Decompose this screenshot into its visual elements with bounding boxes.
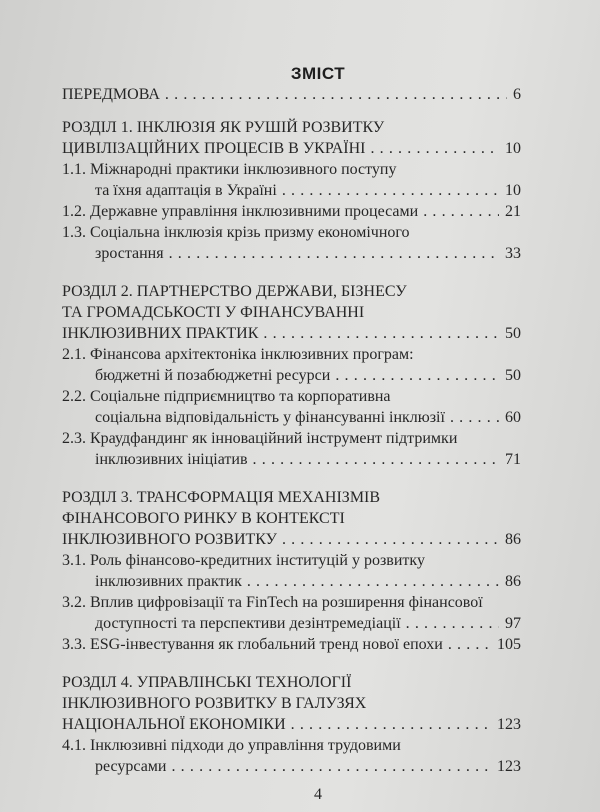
toc-entry-title: ЦИВІЛІЗАЦІЙНИХ ПРОЦЕСІВ В УКРАЇНІ	[62, 140, 366, 157]
dot-leader	[166, 756, 491, 777]
toc-line	[62, 449, 521, 470]
toc-page-number: 50	[505, 367, 521, 384]
toc-section	[62, 592, 521, 634]
toc-entry-title: НАЦІОНАЛЬНОЇ ЕКОНОМІКИ	[62, 716, 286, 733]
toc-page-number: 105	[497, 636, 521, 653]
toc-section	[62, 550, 521, 592]
dot-leader	[242, 571, 499, 592]
toc-line	[62, 592, 521, 613]
toc-line	[62, 180, 521, 201]
toc-page-number: 123	[497, 758, 521, 775]
toc-section	[62, 201, 521, 222]
toc-entry-title: 3.3. ESG-інвестування як глобальний тренд нової епохи	[62, 636, 443, 653]
toc-entry-title: 1.3. Соціальна інклюзія крізь призму економічного	[62, 224, 410, 241]
toc-line	[62, 508, 521, 529]
toc-entry-title: 1.2. Державне управління інклюзивними процесами	[62, 203, 419, 220]
toc-line	[62, 571, 521, 592]
dot-leader	[164, 243, 499, 264]
toc-page-number: 71	[505, 451, 521, 468]
toc-section	[62, 428, 521, 470]
toc-line	[62, 613, 521, 634]
toc-entry-title: РОЗДІЛ 4. УПРАВЛІНСЬКІ ТЕХНОЛОГІЇ	[62, 674, 352, 691]
toc-line	[62, 302, 521, 323]
toc-section	[62, 159, 521, 201]
toc-page-number: 10	[505, 140, 521, 157]
dot-leader	[286, 714, 491, 735]
toc-entry-title: 3.1. Роль фінансово-кредитних інституцій у розвитку	[62, 552, 425, 569]
toc-line	[62, 714, 521, 735]
toc-chapter	[62, 487, 521, 550]
toc-line	[62, 487, 521, 508]
toc-line	[62, 201, 521, 222]
dot-leader	[258, 323, 499, 344]
toc-entry-title: 2.2. Соціальне підприємництво та корпоративна	[62, 388, 391, 405]
table-of-contents	[62, 84, 521, 777]
toc-line	[62, 117, 521, 138]
toc-line	[62, 243, 521, 264]
toc-section	[62, 634, 521, 655]
toc-line	[62, 159, 521, 180]
toc-section	[62, 735, 521, 777]
toc-chapter	[62, 281, 521, 344]
toc-entry-title: ІНКЛЮЗИВНОГО РОЗВИТКУ В ГАЛУЗЯХ	[62, 695, 367, 712]
dot-leader	[248, 449, 499, 470]
toc-entry-title: 4.1. Інклюзивні підходи до управління трудовими	[62, 737, 401, 754]
toc-entry-title: 1.1. Міжнародні практики інклюзивного поступу	[62, 161, 397, 178]
dot-leader	[445, 407, 499, 428]
toc-line	[62, 693, 521, 714]
toc-page-number: 123	[497, 716, 521, 733]
toc-page-number: 86	[505, 531, 521, 548]
toc-line	[62, 529, 521, 550]
toc-entry-title: бюджетні й позабюджетні ресурси	[95, 367, 331, 384]
page-title: ЗМІСТ	[290, 64, 346, 83]
toc-entry-title: соціальна відповідальність у фінансуванні інклюзії	[95, 409, 445, 426]
toc-line	[62, 735, 521, 756]
toc-chapter	[62, 84, 521, 105]
toc-line	[62, 634, 521, 655]
toc-entry-title: 2.1. Фінансова архітектоніка інклюзивних програм:	[62, 346, 414, 363]
toc-page-number: 10	[505, 182, 521, 199]
toc-page-number: 97	[505, 615, 521, 632]
toc-line	[62, 323, 521, 344]
toc-entry-title: 2.3. Краудфандинг як інноваційний інструмент підтримки	[62, 430, 458, 447]
toc-line	[62, 672, 521, 693]
dot-leader	[418, 201, 499, 222]
toc-entry-title: ІНКЛЮЗИВНИХ ПРАКТИК	[62, 325, 259, 342]
dot-leader	[330, 365, 499, 386]
toc-entry-title: доступності та перспективи дезінтремедіації	[95, 615, 401, 632]
toc-line	[62, 344, 521, 365]
toc-page-number: 6	[513, 86, 521, 103]
toc-section	[62, 386, 521, 428]
toc-line	[62, 281, 521, 302]
toc-line	[62, 428, 521, 449]
toc-entry-title: ПЕРЕДМОВА	[62, 86, 160, 103]
dot-leader	[365, 138, 499, 159]
toc-entry-title: інклюзивних ініціатив	[95, 451, 248, 468]
toc-entry-title: РОЗДІЛ 2. ПАРТНЕРСТВО ДЕРЖАВИ, БІЗНЕСУ	[62, 283, 407, 300]
toc-section	[62, 222, 521, 264]
toc-entry-title: РОЗДІЛ 1. ІНКЛЮЗІЯ ЯК РУШІЙ РОЗВИТКУ	[62, 119, 385, 136]
toc-line	[62, 756, 521, 777]
toc-chapter	[62, 117, 521, 159]
toc-page-number: 86	[505, 573, 521, 590]
page-number: 4	[314, 786, 322, 803]
toc-entry-title: ТА ГРОМАДСЬКОСТІ У ФІНАНСУВАННІ	[62, 304, 365, 321]
dot-leader	[443, 634, 491, 655]
dot-leader	[160, 84, 507, 105]
toc-entry-title: інклюзивних практик	[95, 573, 242, 590]
toc-entry-title: ФІНАНСОВОГО РИНКУ В КОНТЕКСТІ	[62, 510, 345, 527]
toc-page-number: 50	[505, 325, 521, 342]
toc-line	[62, 84, 521, 105]
toc-entry-title: 3.2. Вплив цифровізації та FinTech на розширення фінансової	[62, 594, 483, 611]
dot-leader	[277, 529, 499, 550]
toc-chapter	[62, 672, 521, 735]
toc-line	[62, 407, 521, 428]
toc-entry-title: та їхня адаптація в Україні	[95, 182, 277, 199]
toc-entry-title: зростання	[95, 245, 164, 262]
toc-entry-title: ресурсами	[95, 758, 167, 775]
toc-page-number: 33	[505, 245, 521, 262]
toc-line	[62, 550, 521, 571]
dot-leader	[277, 180, 499, 201]
toc-line	[62, 138, 521, 159]
toc-entry-title: ІНКЛЮЗИВНОГО РОЗВИТКУ	[62, 531, 277, 548]
toc-entry-title: РОЗДІЛ 3. ТРАНСФОРМАЦІЯ МЕХАНІЗМІВ	[62, 489, 381, 506]
toc-line	[62, 222, 521, 243]
toc-page-number: 60	[505, 409, 521, 426]
toc-line	[62, 365, 521, 386]
toc-line	[62, 386, 521, 407]
toc-page-number: 21	[505, 203, 521, 220]
toc-section	[62, 344, 521, 386]
dot-leader	[401, 613, 499, 634]
